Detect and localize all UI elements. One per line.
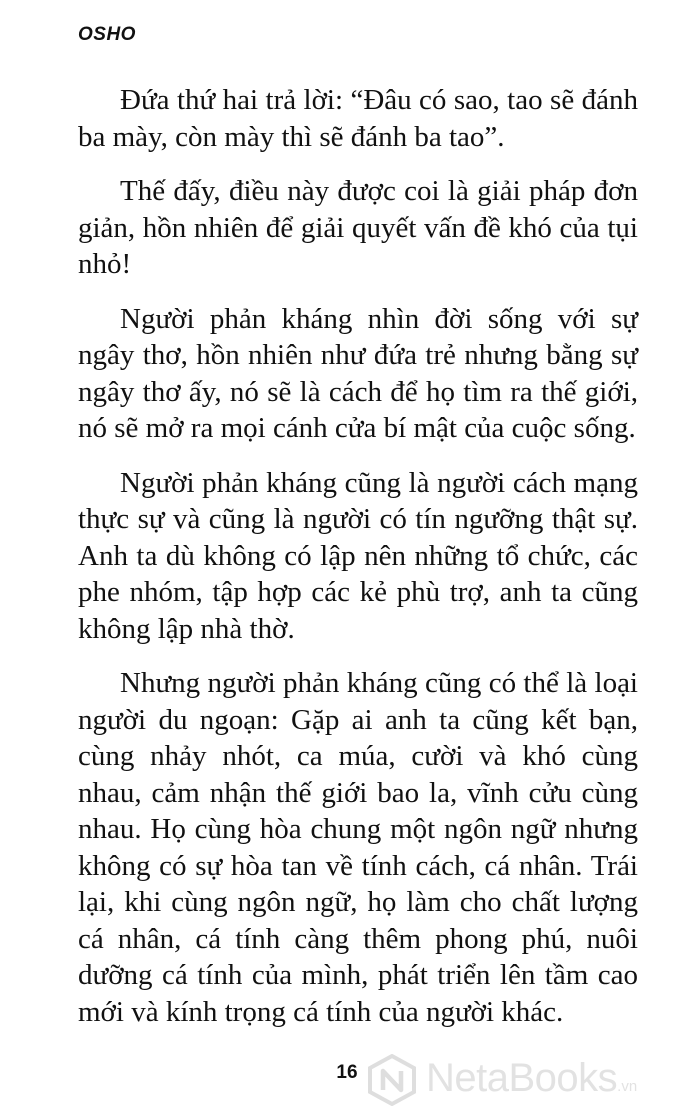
watermark: [366, 1050, 696, 1112]
netabooks-logo-icon: [366, 1054, 418, 1106]
body-text: [78, 82, 638, 1048]
page-number: 16: [336, 1062, 358, 1083]
paragraph-2: Thế đấy, điều này được coi là giải pháp đơn giản, hồn nhiên để giải quyết vấn đề khó của tụi nhỏ!: [78, 175, 638, 280]
paragraph-4: Người phản kháng cũng là người cách mạng thực sự và cũng là người có tín ngưỡng thật sự. Anh ta dù không có lập nên những tổ chức, các phe nhóm, tập hợp các kẻ phù trợ, anh ta cũng không lập nhà thờ.: [78, 466, 638, 645]
paragraph-1: Đứa thứ hai trả lời: “Đâu có sao, tao sẽ đánh ba mày, còn mày thì sẽ đánh ba tao”.: [78, 84, 638, 153]
watermark-name: NetaBooks: [426, 1056, 618, 1100]
watermark-suffix: .vn: [617, 1078, 638, 1095]
paragraph-3: Người phản kháng nhìn đời sống với sự ngây thơ, hồn nhiên như đứa trẻ nhưng bằng sự ngây thơ ấy, nó sẽ là cách để họ tìm ra thế giới, nó sẽ mở ra mọi cánh cửa bí mật của cuộc sống.: [78, 302, 638, 444]
running-head: OSHO: [78, 24, 136, 45]
paragraph-5: Nhưng người phản kháng cũng có thể là loại người du ngoạn: Gặp ai anh ta cũng kết bạn, cùng nhảy nhót, ca múa, cười và khó cùng nhau, cảm nhận thế giới bao la, vĩnh cửu cùng nhau. Họ cùng hòa chung một ngôn ngữ nhưng không có sự hòa tan về tính cách, cá nhân. Trái lại, khi cùng ngôn ngữ, họ làm cho chất lượng cá nhân, cá tính càng thêm phong phú, nuôi dưỡng cá tính của mình, phát triển lên tầm cao mới và kính trọng cá tính của người khác.: [78, 667, 638, 1028]
watermark-text: [426, 1056, 637, 1101]
